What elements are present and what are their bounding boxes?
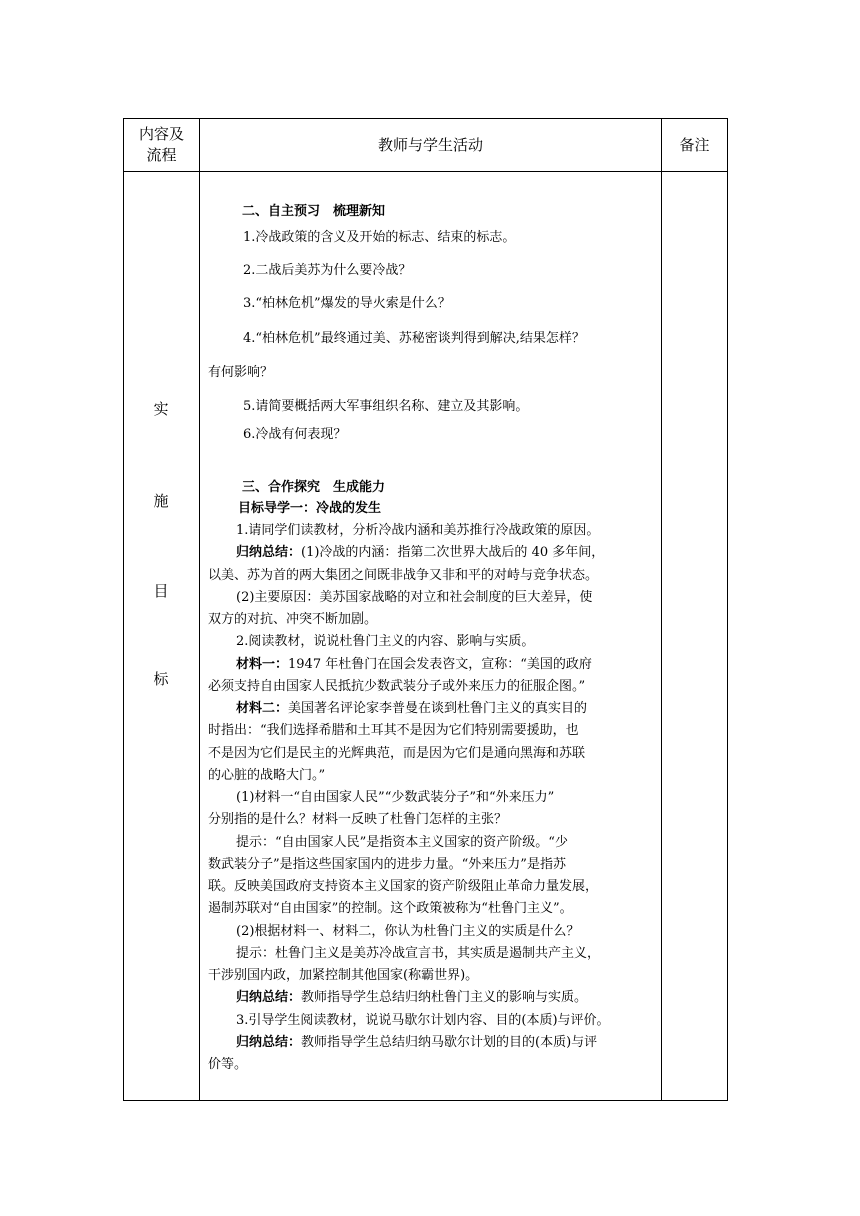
section3-line-text: 提示：“自由国家人民”是指资本主义国家的资产阶级。“少 [236, 834, 568, 850]
section3-line [236, 1012, 654, 1030]
section3-line [236, 544, 654, 562]
header-cell-activities [200, 119, 662, 172]
section2-item-2: 2.二战后美苏为什么要冷战？ [243, 263, 412, 278]
section3-line [236, 633, 654, 651]
section2-item-6: 6.冷战有何表现？ [243, 427, 347, 442]
section3-line [236, 522, 654, 540]
section3-line-text: 2.阅读教材，说说杜鲁门主义的内容、影响与实质。 [236, 634, 535, 650]
section3-line [236, 656, 654, 674]
section3-line-text: 时指出：“我们选择希腊和土耳其不是因为它们特别需要援助，也 [208, 723, 579, 739]
section3-line [208, 678, 654, 696]
section3-line [236, 589, 654, 607]
section3-line-lead: 材料二： [236, 701, 289, 716]
side-label-char-3: 目 [153, 582, 169, 600]
section2-item-1: 1.冷战政策的含义及开始的标志、结束的标志。 [243, 230, 516, 245]
section3-line-text: 1.请同学们读教材，分析冷战内涵和美苏推行冷战政策的原因。 [236, 523, 600, 538]
section3-line [208, 611, 654, 629]
section3-line-text: 的心脏的战略大门。” [208, 767, 326, 783]
section3-line [236, 1034, 654, 1052]
section3-line-lead: 归纳总结： [236, 545, 302, 561]
section3-line [208, 900, 654, 918]
activities-content [200, 170, 660, 1100]
side-label-char-4: 标 [153, 670, 169, 688]
section3-line [208, 767, 654, 785]
side-label-cell [124, 172, 200, 1101]
section3-line [236, 834, 654, 852]
header-activities-label: 教师与学生活动 [377, 135, 483, 154]
section3-line-text: 分别指的是什么？材料一反映了杜鲁门怎样的主张？ [208, 812, 508, 828]
header-content-flow-line1: 内容及 [138, 125, 184, 143]
section2-item-4: 4.“柏林危机”最终通过美、苏秘密谈判得到解决,结果怎样？ [243, 331, 585, 346]
section3-line [236, 989, 654, 1007]
section3-line [208, 1056, 654, 1074]
section3-line [208, 878, 654, 896]
section3-line-text: 数武装分子”是指这些国家国内的进步力量。“外来压力”是指苏 [208, 856, 566, 872]
side-label-char-2: 施 [153, 492, 169, 510]
section3-line [236, 923, 654, 941]
section3-line [236, 789, 654, 807]
section3-line-text: 3.引导学生阅读教材，说说马歇尔计划内容、目的(本质)与评价。 [236, 1012, 610, 1028]
section2-item-4-cont: 有何影响？ [208, 365, 274, 380]
notes-cell [662, 172, 728, 1101]
side-label-char-1: 实 [153, 400, 169, 418]
section3-line-text: 不是因为它们是民主的光辉典范，而是因为它们是通向黑海和苏联 [208, 745, 586, 761]
section3-subtitle: 目标导学一：冷战的发生 [238, 501, 382, 516]
section3-line-text: (1)冷战的内涵：指第二次世界大战后的 40 多年间， [301, 545, 605, 561]
section3-line-text: 价等。 [208, 1057, 248, 1072]
section3-line [208, 856, 654, 874]
section3-line-text: 双方的对抗、冲突不断加剧。 [208, 612, 378, 627]
section3-line-text: (2)根据材料一、材料二，你认为杜鲁门主义的实质是什么？ [236, 923, 580, 939]
section3-line-text: 以美、苏为首的两大集团之间既非战争又非和平的对峙与竞争状态。 [208, 567, 599, 583]
section3-line [236, 700, 654, 718]
section3-line-text: 遏制苏联对“自由国家”的控制。这个政策被称为“杜鲁门主义”。 [208, 901, 573, 917]
section3-line [236, 945, 654, 963]
section3-line-text: (1)材料一“自由国家人民”“少数武装分子”和“外来压力” [236, 790, 555, 805]
section3-line-text: 教师指导学生总结归纳杜鲁门主义的影响与实质。 [301, 990, 588, 1006]
section2-item-5: 5.请简要概括两大军事组织名称、建立及其影响。 [243, 399, 529, 414]
header-content-flow-line2: 流程 [146, 146, 177, 164]
section3-line-text: 教师指导学生总结归纳马歇尔计划的目的(本质)与评 [301, 1034, 598, 1050]
header-cell-content-flow [124, 119, 200, 172]
section3-line-text: 美国著名评论家李普曼在谈到杜鲁门主义的真实目的 [288, 701, 588, 716]
section3-line [208, 567, 654, 585]
section3-line-lead: 材料一： [236, 656, 289, 672]
section3-line [208, 722, 654, 740]
header-cell-notes [662, 119, 728, 172]
section3-line-lead: 归纳总结： [236, 1034, 302, 1050]
section3-title: 三、合作探究 生成能力 [242, 480, 386, 495]
section3-line [208, 811, 654, 829]
section2-item-3: 3.“柏林危机”爆发的导火索是什么？ [243, 296, 451, 311]
section3-line-text: 联。反映美国政府支持资本主义国家的资产阶级阻止革命力量发展， [208, 879, 599, 894]
section3-line-text: 提示：杜鲁门主义是美苏冷战宣言书，其实质是遏制共产主义， [236, 945, 601, 961]
section3-line-text: 必须支持自由国家人民抵抗少数武装分子或外来压力的征服企图。” [208, 678, 586, 694]
section2-title: 二、自主预习 梳理新知 [242, 204, 386, 219]
section3-line [208, 745, 654, 763]
section3-line [208, 967, 654, 985]
header-notes-label: 备注 [679, 135, 710, 154]
section3-line-lead: 归纳总结： [236, 990, 302, 1006]
section3-line-text: (2)主要原因：美苏国家战略的对立和社会制度的巨大差异，使 [236, 589, 593, 605]
section3-line-text: 1947 年杜鲁门在国会发表咨文，宣称：“美国的政府 [288, 656, 592, 672]
section3-line-text: 干涉别国内政，加紧控制其他国家(称霸世界)。 [208, 968, 479, 983]
